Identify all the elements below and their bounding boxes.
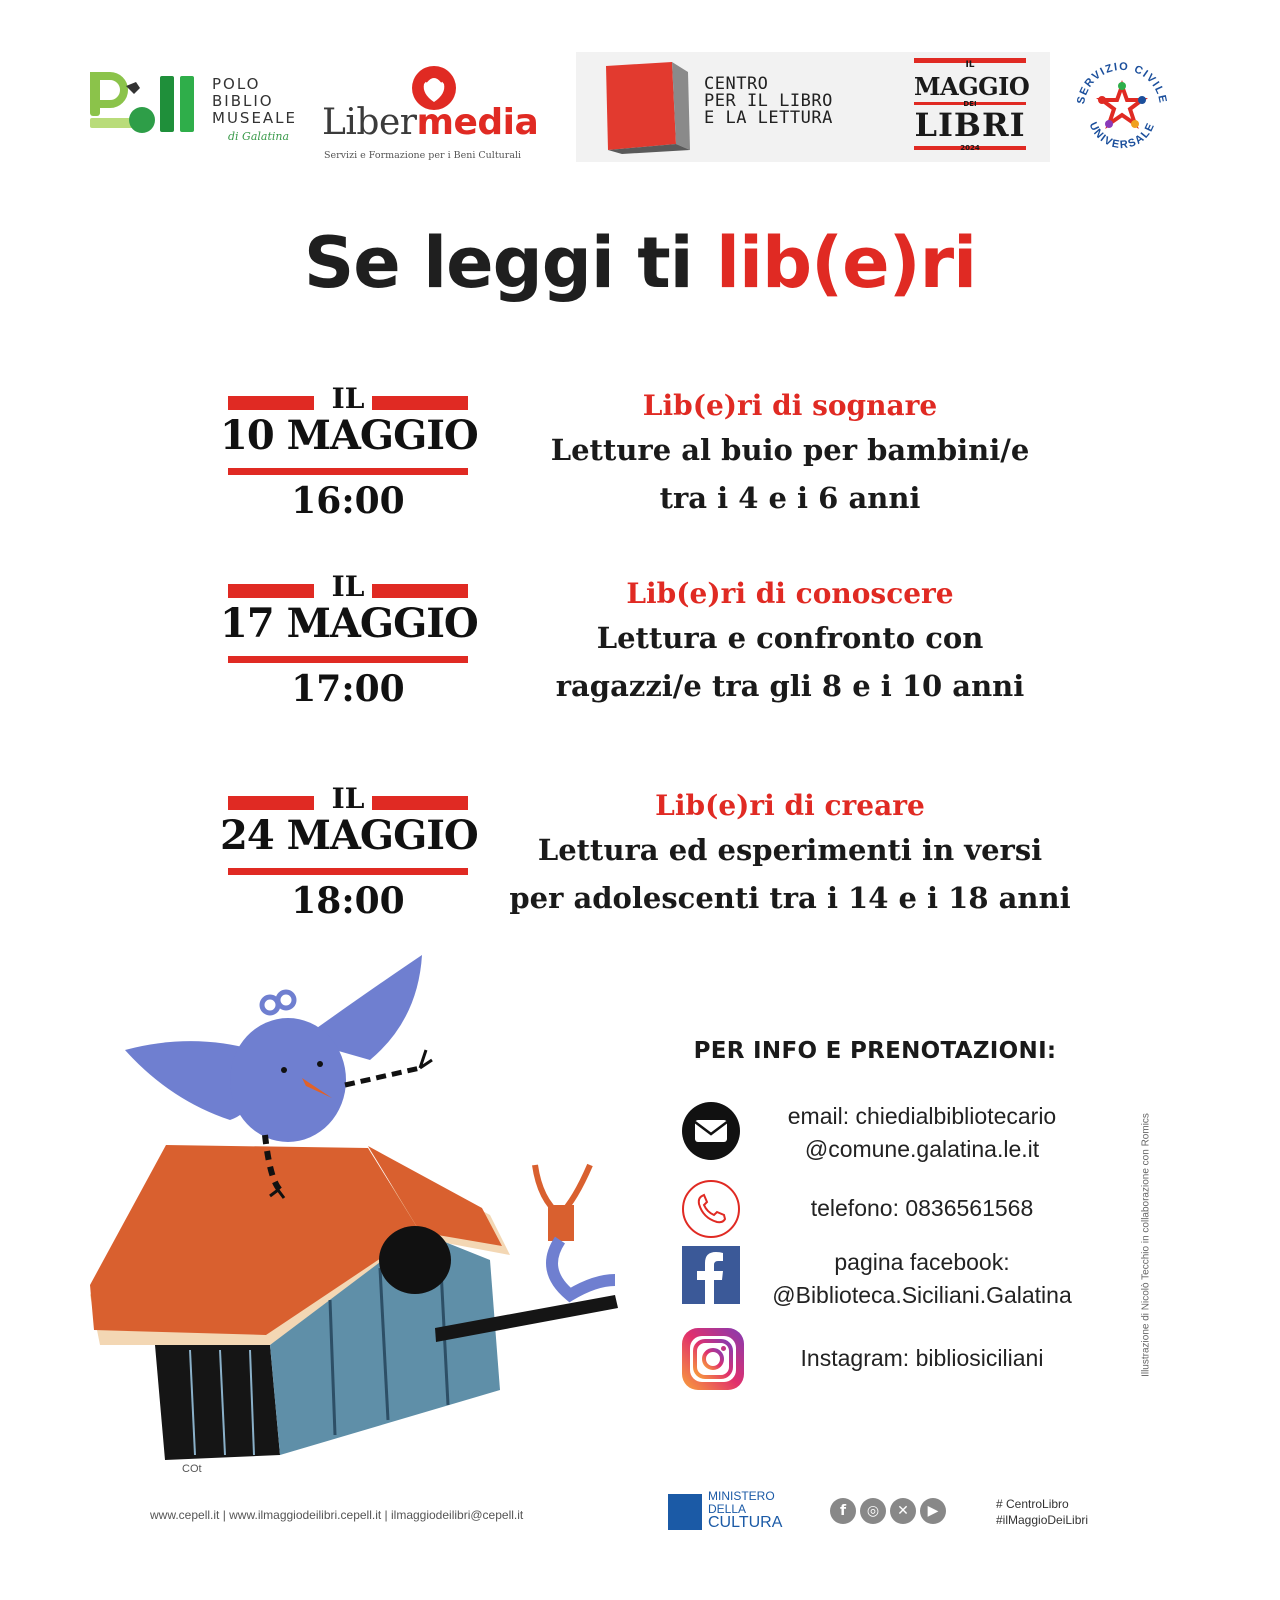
- svg-text:UNIVERSALE: [1087, 120, 1158, 151]
- footer-youtube-icon[interactable]: ▶: [920, 1498, 946, 1524]
- event-date: 10 MAGGIO: [220, 412, 478, 459]
- polo-biblio-museale-logo: [88, 72, 298, 144]
- event-il: IL: [331, 782, 365, 815]
- event-date-box: [220, 382, 478, 526]
- contact-instagram[interactable]: [680, 1326, 1100, 1392]
- illustration-credit: [1136, 1070, 1156, 1420]
- event-date-box: [220, 782, 478, 926]
- polo-line-2: BIBLIO: [212, 92, 274, 110]
- footer-x-icon[interactable]: ✕: [890, 1498, 916, 1524]
- event-text: [480, 386, 1100, 522]
- event-desc-line-1: Letture al buio per bambini/e: [550, 433, 1030, 467]
- polo-line-3: MUSEALE: [212, 109, 298, 127]
- illustration-signature: COt: [182, 1463, 202, 1475]
- event-desc-line-1: Lettura e confronto con: [596, 621, 984, 655]
- maggio-logo-libri: LIBRI: [914, 106, 1026, 144]
- facebook-line-2: @Biblioteca.Siciliani.Galatina: [772, 1282, 1072, 1308]
- email-line-1: email: chiedialbibliotecario: [787, 1103, 1057, 1129]
- event-time: 16:00: [291, 480, 405, 522]
- footer-instagram-icon[interactable]: ◎: [860, 1498, 886, 1524]
- footer-hashtags: [996, 1496, 1088, 1528]
- event-desc-line-2: tra i 4 e i 6 anni: [659, 481, 921, 515]
- cepell-text: [704, 76, 833, 127]
- event-il: IL: [331, 570, 365, 603]
- event-text: [480, 574, 1100, 710]
- event-il: IL: [331, 382, 365, 415]
- contact-facebook-text: [762, 1246, 1082, 1312]
- servizio-civile-universale-logo: [1070, 56, 1174, 160]
- title-part-1: Se leggi ti: [303, 222, 717, 304]
- polo-line-1: POLO: [212, 75, 261, 93]
- scu-top-text: SERVIZIO CIVILE: [1075, 60, 1169, 106]
- cepell-logo-panel: [576, 52, 1050, 162]
- polo-logo-script: di Galatina: [228, 130, 290, 143]
- illustration-credit-text: Illustrazione di Nicolò Tecchio in collaborazione con Romics: [1140, 1113, 1152, 1377]
- contact-instagram-text: Instagram: bibliosiciliani: [800, 1345, 1044, 1371]
- ministero-line-3: CULTURA: [708, 1514, 783, 1531]
- instagram-icon: [680, 1326, 746, 1392]
- facebook-icon: [680, 1246, 742, 1308]
- maggio-logo-year: 2024: [960, 144, 980, 152]
- libermedia-tagline: Servizi e Formazione per i Beni Culturali: [324, 150, 522, 161]
- ministero-text: [708, 1490, 782, 1529]
- phone-icon: [680, 1178, 742, 1240]
- date-bar-bottom: [228, 868, 468, 875]
- cepell-line-3: E LA LETTURA: [704, 108, 833, 128]
- libermedia-word-b: media: [416, 102, 539, 143]
- event-2: [0, 570, 1280, 734]
- footer-links[interactable]: www.cepell.it | www.ilmaggiodeilibri.cepell.it | ilmaggiodeilibri@cepell.it: [150, 1508, 524, 1522]
- polo-logo-mark: [88, 72, 208, 144]
- ministero-emblem-icon: [668, 1494, 702, 1530]
- maggio-logo-il: IL: [965, 60, 975, 70]
- contact-email-text: [762, 1100, 1082, 1166]
- contact-phone[interactable]: [680, 1178, 1100, 1238]
- scu-bottom-text: UNIVERSALE: [1086, 120, 1158, 152]
- event-date-box: [220, 570, 478, 714]
- event-time: 18:00: [291, 880, 405, 922]
- maggio-logo-maggio: MAGGIO: [914, 72, 1030, 101]
- event-text: [480, 786, 1100, 922]
- page-title: [0, 222, 1280, 304]
- partner-logos: [0, 48, 1280, 168]
- cepell-line-1: CENTRO: [704, 74, 769, 94]
- contact-facebook[interactable]: [680, 1246, 1100, 1310]
- libermedia-wordmark: [322, 102, 538, 143]
- date-bar-bottom: [228, 656, 468, 663]
- event-1: [0, 382, 1280, 546]
- libermedia-logo: [322, 62, 552, 161]
- event-date: 17 MAGGIO: [220, 600, 478, 647]
- event-title: Lib(e)ri di conoscere: [626, 577, 954, 610]
- contact-phone-text: telefono: 0836561568: [810, 1195, 1034, 1221]
- event-date: 24 MAGGIO: [220, 812, 478, 859]
- contact-email[interactable]: [680, 1100, 1100, 1164]
- maggio-logo-dei: DEI: [963, 100, 977, 108]
- event-desc-line-1: Lettura ed esperimenti in versi: [537, 833, 1043, 867]
- event-title: Lib(e)ri di sognare: [642, 389, 938, 422]
- polo-logo-text: [212, 76, 297, 127]
- cepell-line-2: PER IL LIBRO: [704, 91, 833, 111]
- maggio-dei-libri-logo: [914, 58, 1030, 156]
- ministero-line-1: MINISTERO: [708, 1489, 775, 1503]
- title-part-2: lib(e)ri: [716, 222, 977, 304]
- bird-house-illustration: [70, 950, 650, 1490]
- event-3: [0, 782, 1280, 946]
- footer-facebook-icon[interactable]: f: [830, 1498, 856, 1524]
- email-line-2: @comune.galatina.le.it: [804, 1136, 1040, 1162]
- facebook-line-1: pagina facebook:: [834, 1249, 1010, 1275]
- event-title: Lib(e)ri di creare: [655, 789, 925, 822]
- libermedia-word-a: Liber: [322, 102, 417, 143]
- email-icon: [680, 1100, 742, 1162]
- event-desc-line-2: per adolescenti tra i 14 e i 18 anni: [509, 881, 1071, 915]
- date-bar-bottom: [228, 468, 468, 475]
- info-title: PER INFO E PRENOTAZIONI:: [693, 1038, 1057, 1064]
- event-desc-line-2: ragazzi/e tra gli 8 e i 10 anni: [555, 669, 1025, 703]
- hashtag-1: # CentroLibro: [996, 1497, 1069, 1511]
- footer-social-icons: [830, 1498, 950, 1526]
- event-time: 17:00: [291, 668, 405, 710]
- cepell-book-icon: [602, 58, 694, 156]
- hashtag-2: #ilMaggioDeiLibri: [996, 1513, 1089, 1527]
- ministero-line-2: DELLA: [708, 1502, 747, 1516]
- ministero-cultura-logo: [668, 1490, 798, 1534]
